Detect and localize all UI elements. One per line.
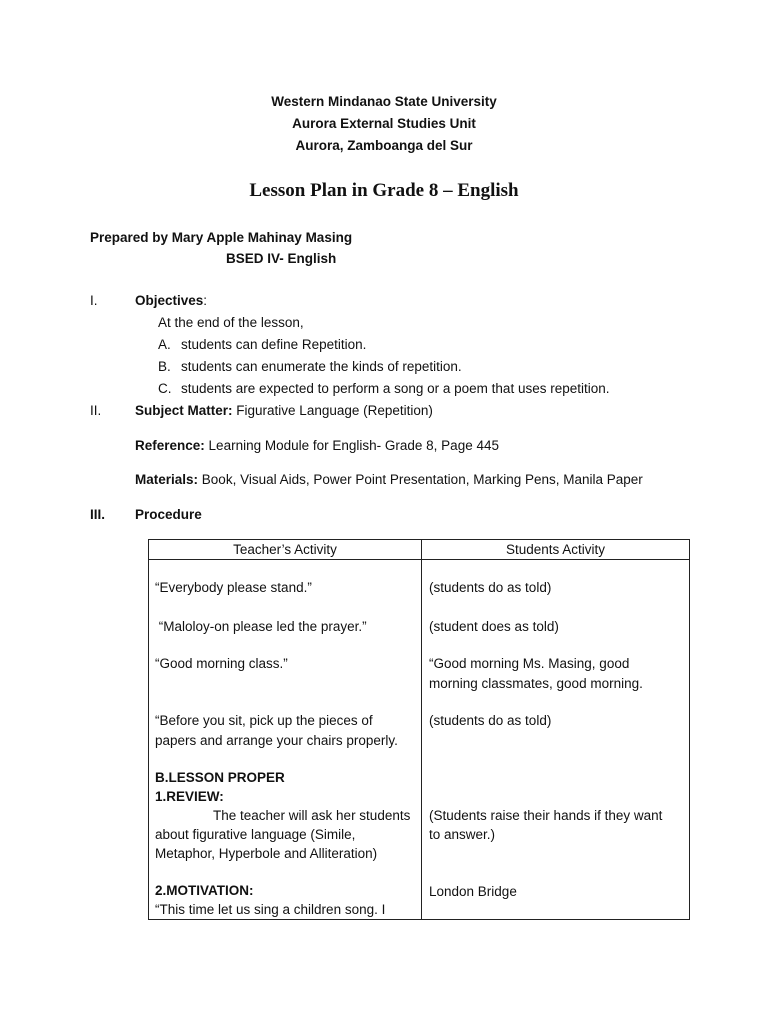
materials (135, 472, 643, 487)
materials-label: Materials: (135, 472, 199, 487)
teacher-line: “This time let us sing a children song. I (155, 902, 386, 917)
objectives-colon: : (203, 293, 208, 308)
reference-value: Learning Module for English- Grade 8, Page 445 (208, 438, 499, 453)
teacher-line: Metaphor, Hyperbole and Alliteration) (155, 846, 378, 861)
student-line: (students do as told) (429, 713, 552, 728)
table-header-row (149, 540, 690, 560)
objective-letter: B. (158, 359, 171, 374)
subject-matter-label: Subject Matter: (135, 403, 233, 418)
objective-letter: C. (158, 381, 172, 396)
university-name: Western Mindanao State University (271, 94, 497, 109)
procedure-heading: Procedure (135, 507, 202, 522)
subject-matter (135, 403, 433, 418)
location: Aurora, Zamboanga del Sur (295, 138, 473, 153)
students-activity-header: Students Activity (422, 540, 690, 560)
objectives-intro: At the end of the lesson, (158, 315, 304, 330)
review-heading: 1.REVIEW: (155, 789, 224, 804)
teacher-line: “Maloloy-on please led the prayer.” (155, 619, 367, 634)
lesson-proper-heading: B.LESSON PROPER (155, 770, 285, 785)
objective-letter: A. (158, 337, 171, 352)
objective-text: students can define Repetition. (181, 337, 367, 352)
objective-text: students are expected to perform a song or a poem that uses repetition. (181, 381, 610, 396)
teacher-line: “Good morning class.” (155, 656, 288, 671)
program: BSED IV- English (226, 251, 337, 266)
objectives-label: Objectives (135, 293, 204, 308)
student-line: “Good morning Ms. Masing, good (429, 656, 630, 671)
materials-value: Book, Visual Aids, Power Point Presentation, Marking Pens, Manila Paper (201, 472, 643, 487)
student-line: morning classmates, good morning. (429, 676, 643, 691)
student-line: (Students raise their hands if they want (429, 808, 663, 823)
reference-label: Reference: (135, 438, 205, 453)
subject-matter-value: Figurative Language (Repetition) (236, 403, 433, 418)
student-line: (student does as told) (429, 619, 559, 634)
subject-matter-numeral: II. (90, 403, 102, 418)
page-title: Lesson Plan in Grade 8 – English (249, 180, 519, 201)
teacher-line: about figurative language (Simile, (155, 827, 356, 842)
student-line: London Bridge (429, 884, 517, 899)
student-line: to answer.) (429, 827, 496, 842)
objectives-numeral: I. (90, 293, 98, 308)
objective-text: students can enumerate the kinds of repetition. (181, 359, 462, 374)
objectives-heading (135, 293, 207, 308)
reference (135, 438, 499, 453)
teacher-line: papers and arrange your chairs properly. (155, 733, 398, 748)
teacher-line: “Everybody please stand.” (155, 580, 312, 595)
teacher-activity-header: Teacher’s Activity (149, 540, 422, 560)
student-line: (students do as told) (429, 580, 552, 595)
students-activity-cell (422, 560, 690, 920)
motivation-heading: 2.MOTIVATION: (155, 883, 254, 898)
procedure-numeral: III. (90, 507, 106, 522)
teacher-line: The teacher will ask her students (213, 808, 411, 823)
unit-name: Aurora External Studies Unit (292, 116, 476, 131)
teacher-line: “Before you sit, pick up the pieces of (155, 713, 373, 728)
prepared-by: Prepared by Mary Apple Mahinay Masing (90, 230, 353, 245)
